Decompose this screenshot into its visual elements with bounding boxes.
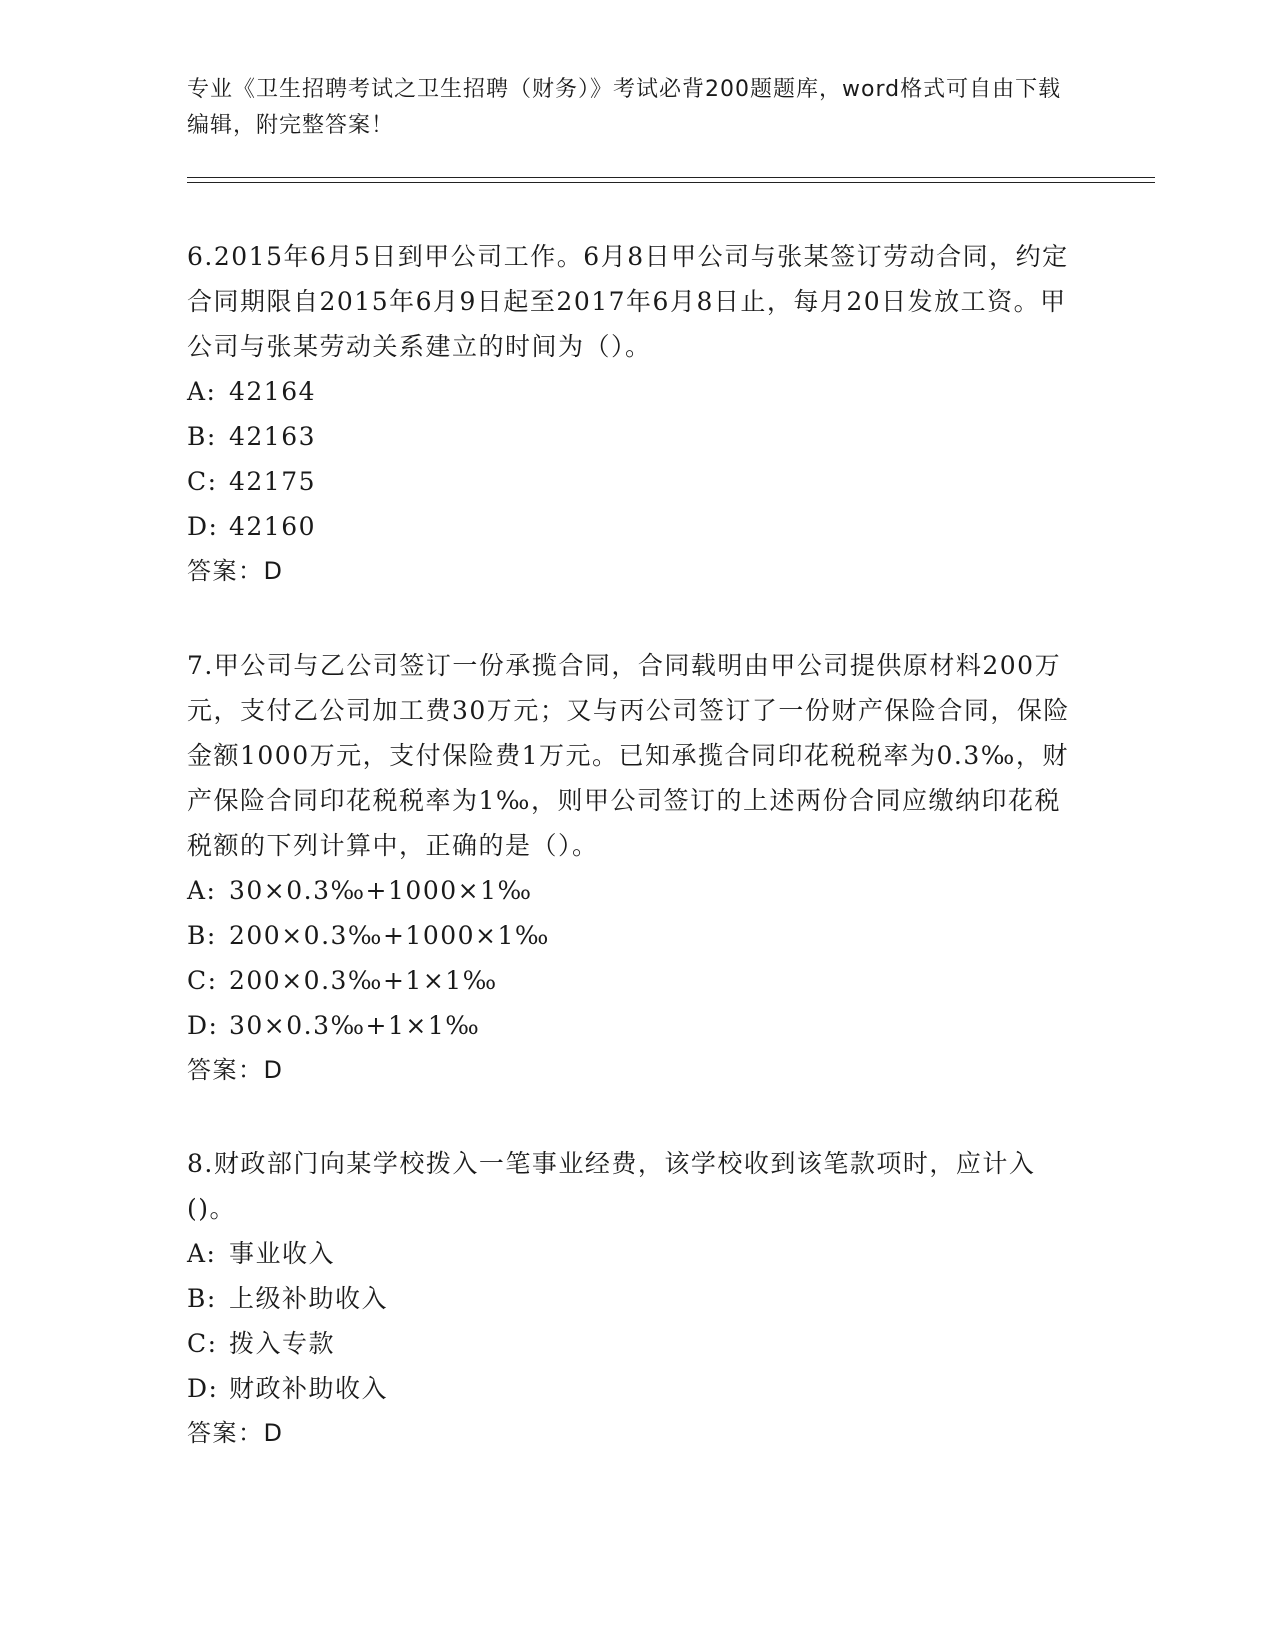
option-a [187, 868, 1077, 913]
option-c [187, 459, 1077, 504]
option-d [187, 504, 1077, 549]
option-letter: D: [187, 1374, 219, 1403]
option-text: 事业收入 [229, 1239, 336, 1268]
option-letter: A: [187, 876, 217, 905]
answer-line: 答案：D [187, 1056, 284, 1084]
option-letter: B: [187, 1284, 217, 1313]
question-8 [187, 1141, 1077, 1456]
option-text: 200×0.3‰+1000×1‰ [229, 921, 550, 950]
option-letter: D: [187, 1011, 219, 1040]
option-text: 42163 [229, 422, 317, 451]
option-b [187, 913, 1077, 958]
option-a [187, 369, 1077, 414]
option-letter: B: [187, 921, 217, 950]
question-6 [187, 234, 1077, 594]
option-b [187, 1276, 1077, 1321]
option-letter: C: [187, 966, 218, 995]
header-divider-bottom [187, 182, 1155, 183]
option-text: 上级补助收入 [229, 1284, 389, 1313]
option-c [187, 1321, 1077, 1366]
option-letter: A: [187, 377, 217, 406]
question-stem: 8.财政部门向某学校拨入一笔事业经费，该学校收到该笔款项时，应计入()。 [187, 1149, 1036, 1223]
option-d [187, 1366, 1077, 1411]
option-letter: B: [187, 422, 217, 451]
question-7 [187, 643, 1077, 1093]
option-letter: A: [187, 1239, 217, 1268]
option-c [187, 958, 1077, 1003]
answer-line: 答案：D [187, 1419, 284, 1447]
option-letter: C: [187, 467, 218, 496]
option-text: 财政补助收入 [229, 1374, 389, 1403]
option-text: 拨入专款 [229, 1329, 336, 1358]
option-text: 42164 [229, 377, 317, 406]
option-letter: D: [187, 512, 219, 541]
option-text: 30×0.3‰+1000×1‰ [229, 876, 533, 905]
option-text: 30×0.3‰+1×1‰ [229, 1011, 481, 1040]
option-a [187, 1231, 1077, 1276]
option-text: 42160 [229, 512, 317, 541]
option-letter: C: [187, 1329, 218, 1358]
header-divider-top [187, 177, 1155, 178]
option-b [187, 414, 1077, 459]
question-stem: 6.2015年6月5日到甲公司工作。6月8日甲公司与张某签订劳动合同，约定合同期限自2015年6月9日起至2017年6月8日止，每月20日发放工资。甲公司与张某劳动关系建立的时间为（）。 [187, 242, 1069, 361]
option-text: 42175 [229, 467, 317, 496]
option-d [187, 1003, 1077, 1048]
answer-line: 答案：D [187, 557, 284, 585]
document-header: 专业《卫生招聘考试之卫生招聘（财务）》考试必背200题题库，word格式可自由下载编辑，附完整答案！ [187, 77, 1062, 138]
option-text: 200×0.3‰+1×1‰ [229, 966, 498, 995]
question-stem: 7.甲公司与乙公司签订一份承揽合同，合同载明由甲公司提供原材料200万元，支付乙公司加工费30万元；又与丙公司签订了一份财产保险合同，保险金额1000万元，支付保险费1万元。已知承揽合同印花税税率为0.3‰，财产保险合同印花税税率为1‰，则甲公司签订的上述两份合同应缴纳印花税税额的下列计算中，正确的是（）。 [187, 651, 1070, 860]
